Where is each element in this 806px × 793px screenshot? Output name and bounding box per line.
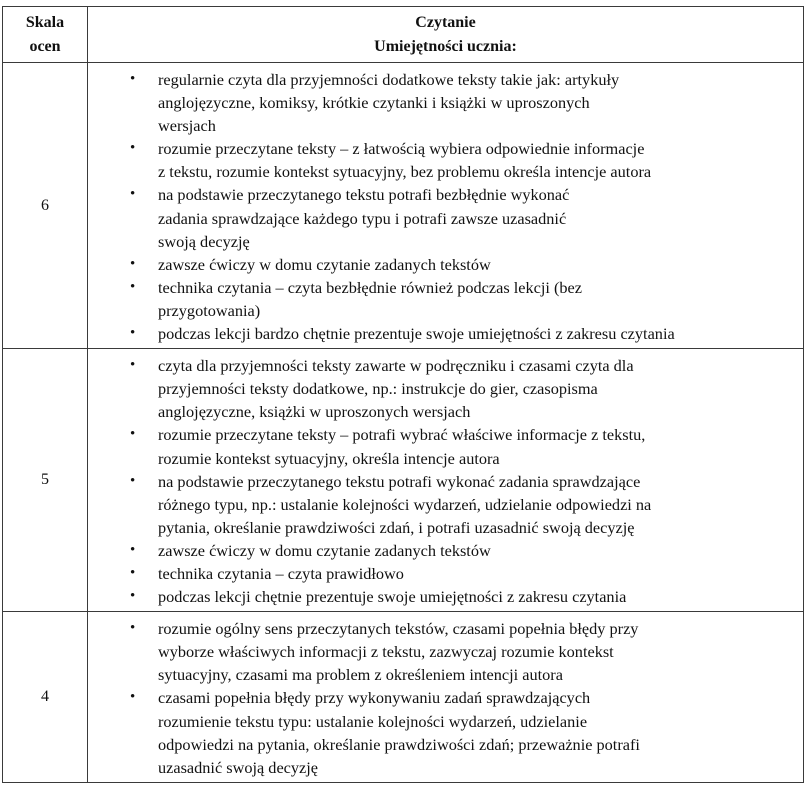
list-item-line: przygotowania) [158, 300, 261, 320]
list-item [88, 686, 803, 778]
grade-scale-header-line: ocen [29, 37, 61, 55]
list-item-line: na podstawie przeczytanego tekstu potrafi bezbłędnie wykonać [158, 185, 570, 205]
list-item [88, 183, 803, 252]
skills-cell [88, 612, 804, 783]
grade-scale-header [3, 7, 88, 63]
list-item-line: zawsze ćwiczy w domu czytanie zadanych tekstów [158, 540, 491, 560]
list-item-line: rozumie przeczytane teksty – z łatwością wybiera odpowiednie informacje [158, 139, 645, 159]
list-item [88, 562, 803, 585]
list-item-line: podczas lekcji chętnie prezentuje swoje umiejętności z zakresu czytania [158, 587, 627, 607]
list-item-line: anglojęzyczne, książki w uproszonych wersjach [158, 402, 471, 422]
bullet-icon: • [130, 325, 136, 342]
list-item-line: uzasadnić swoją decyzję [158, 757, 319, 777]
list-item [88, 585, 803, 608]
list-item [88, 423, 803, 469]
list-item [88, 68, 803, 137]
bullet-icon: • [130, 426, 136, 443]
list-item-line: pytania, określanie prawdziwości zdań, i potrafi uzasadnić swoją decyzję [158, 517, 635, 537]
list-item-line: swoją decyzję [158, 231, 250, 251]
grading-table [2, 6, 804, 783]
grade-row [3, 612, 804, 783]
skills-list [88, 63, 803, 348]
bullet-icon: • [130, 564, 136, 581]
grade-row [3, 63, 804, 349]
skills-list [88, 612, 803, 782]
list-item-line: technika czytania – czyta bezbłędnie również podczas lekcji (bez [158, 277, 582, 297]
skills-header-subtitle: Umiejętności ucznia: [374, 37, 517, 55]
grade-value: 4 [3, 612, 88, 783]
list-item-line: rozumie kontekst sytuacyjny, określa intencje autora [158, 448, 500, 468]
list-item [88, 137, 803, 183]
list-item-line: technika czytania – czyta prawidłowo [158, 563, 404, 583]
list-item [88, 617, 803, 686]
grade-scale-header-line: Skala [25, 13, 65, 31]
bullet-icon: • [130, 278, 136, 295]
list-item [88, 322, 803, 345]
list-item-line: przyjemności teksty dodatkowe, np.: instrukcje do gier, czasopisma [158, 379, 598, 399]
skills-header [88, 7, 804, 63]
list-item [88, 276, 803, 322]
list-item-line: czyta dla przyjemności teksty zawarte w podręczniku i czasami czyta dla [158, 356, 634, 376]
list-item-line: rozumienie tekstu typu: ustalanie kolejności wydarzeń, udzielanie [158, 711, 588, 731]
list-item-line: odpowiedzi na pytania, określanie prawdziwości zdań; przeważnie potrafi [158, 734, 640, 754]
bullet-icon: • [130, 472, 136, 489]
skills-header-title: Czytanie [415, 13, 476, 31]
bullet-icon: • [130, 140, 136, 157]
grade-value: 5 [3, 349, 88, 612]
list-item-line: na podstawie przeczytanego tekstu potrafi wykonać zadania sprawdzające [158, 471, 641, 491]
list-item-line: regularnie czyta dla przyjemności dodatkowe teksty takie jak: artykuły [158, 70, 620, 89]
list-item [88, 354, 803, 423]
list-item [88, 470, 803, 539]
list-item-line: rozumie przeczytane teksty – potrafi wybrać właściwe informacje z tekstu, [158, 425, 646, 445]
skills-cell [88, 63, 804, 349]
bullet-icon: • [130, 357, 136, 374]
grade-value: 6 [3, 63, 88, 349]
bullet-icon: • [130, 186, 136, 203]
list-item-line: rozumie ogólny sens przeczytanych tekstów, czasami popełnia błędy przy [158, 619, 639, 639]
list-item-line: anglojęzyczne, komiksy, krótkie czytanki i książki w uproszonych [158, 93, 590, 113]
skills-cell [88, 349, 804, 612]
list-item [88, 539, 803, 562]
list-item-line: zadania sprawdzające każdego typu i potrafi zawsze uzasadnić [158, 208, 567, 228]
skills-list [88, 349, 803, 611]
bullet-icon: • [130, 689, 136, 706]
list-item-line: czasami popełnia błędy przy wykonywaniu zadań sprawdzających [158, 688, 591, 708]
list-item-line: wyborze właściwych informacji z tekstu, zazwyczaj rozumie kontekst [158, 642, 614, 662]
list-item-line: wersjach [158, 116, 216, 136]
list-item-line: różnego typu, np.: ustalanie kolejności wydarzeń, udzielanie odpowiedzi na [158, 494, 652, 514]
bullet-icon: • [130, 620, 136, 637]
bullet-icon: • [130, 255, 136, 272]
bullet-icon: • [130, 541, 136, 558]
grade-row [3, 349, 804, 612]
list-item [88, 253, 803, 276]
list-item-line: podczas lekcji bardzo chętnie prezentuje swoje umiejętności z zakresu czytania [158, 324, 675, 344]
list-item-line: z tekstu, rozumie kontekst sytuacyjny, bez problemu określa intencje autora [158, 162, 652, 182]
bullet-icon: • [130, 71, 136, 87]
list-item-line: sytuacyjny, czasami ma problem z określeniem intencji autora [158, 665, 563, 685]
bullet-icon: • [130, 588, 136, 605]
header-row [3, 7, 804, 63]
list-item-line: zawsze ćwiczy w domu czytanie zadanych tekstów [158, 254, 491, 274]
